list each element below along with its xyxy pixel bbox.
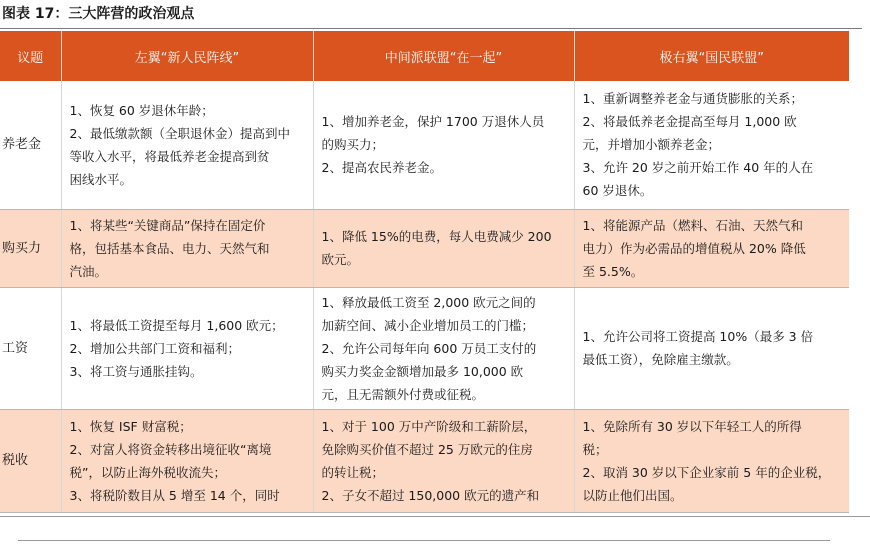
far-right-cell [574, 409, 849, 512]
far-right-cell [574, 209, 849, 287]
cell-line: 以防止他们出国。 [582, 487, 683, 503]
cell-line: 1、免除所有 30 岁以下年轻工人的所得 [582, 418, 802, 434]
far-right-cell [574, 81, 849, 209]
cell-line: 3、将税阶数目从 5 增至 14 个，同时 [69, 487, 280, 503]
cell-line: 1、将最低工资提至每月 1,600 欧元； [69, 317, 284, 333]
cell-line: 1、恢复 ISF 财富税； [69, 418, 192, 434]
cell-line: 的购买力； [321, 137, 385, 153]
table-row [0, 81, 849, 209]
cell-line: 2、最低缴款额（全职退休金）提高到中 [69, 125, 290, 141]
cell-line: 加薪空间、减小企业增加员工的门槛； [321, 317, 535, 333]
cell-line: 格，包括基本食品、电力、天然气和 [69, 240, 270, 256]
cell-line: 等收入水平，将最低养老金提高到贫 [69, 148, 270, 164]
cell-line: 2、提高农民养老金。 [321, 160, 442, 176]
row-topic: 养老金 [0, 81, 61, 209]
cell-line: 1、释放最低工资至 2,000 欧元之间的 [321, 294, 536, 310]
cell-line: 税”，以防止海外税收流失； [69, 464, 226, 480]
table-bottom-divider [0, 516, 870, 517]
cell-line: 1、对于 100 万中产阶级和工薪阶层， [321, 418, 537, 434]
left-wing-cell [61, 409, 313, 512]
cell-line: 欧元。 [321, 252, 360, 267]
cell-line: 税； [582, 441, 608, 457]
cell-line: 2、允许公司每年向 600 万员工支付的 [321, 340, 537, 356]
cell-line: 1、重新调整养老金与通货膨胀的关系； [582, 91, 803, 107]
cell-line: 60 岁退休。 [582, 183, 653, 199]
cell-line: 2、子女不超过 150,000 欧元的遗产和 [321, 487, 540, 503]
cell-line: 购买力奖金金额增加最多 10,000 欧 [321, 363, 524, 379]
cell-line: 最低工资），免除雇主缴款。 [582, 352, 739, 367]
table-row [0, 209, 849, 287]
centrist-cell [313, 287, 574, 409]
row-topic: 税收 [0, 409, 61, 512]
header-centrist: 中间派联盟“在一起” [313, 31, 574, 81]
policy-comparison-table [0, 31, 849, 513]
header-left-wing: 左翼“新人民阵线” [61, 31, 313, 81]
title-divider [0, 28, 862, 29]
cell-line: 2、对富人将资金转移出境征收“离境 [69, 441, 272, 457]
far-right-cell [574, 287, 849, 409]
left-wing-cell [61, 209, 313, 287]
cell-line: 1、恢复 60 岁退休年龄； [69, 102, 214, 118]
cell-line: 的转让税； [321, 464, 385, 480]
cell-line: 免除购买价值不超过 25 万欧元的住房 [321, 441, 533, 457]
cell-line: 汽油。 [69, 263, 108, 279]
cell-line: 困线水平。 [69, 171, 133, 187]
row-topic: 购买力 [0, 209, 61, 287]
cell-line: 电力）作为必需品的增值税从 20% 降低 [582, 240, 806, 256]
left-wing-cell [61, 81, 313, 209]
cell-line: 1、将某些“关键商品”保持在固定价 [69, 217, 266, 233]
table-header-row [0, 31, 849, 81]
cell-line: 至 5.5%。 [582, 263, 644, 279]
header-far-right: 极右翼“国民联盟” [574, 31, 849, 81]
cell-line: 元，并增加小额养老金； [582, 137, 721, 153]
table-row [0, 287, 849, 409]
page-footer-divider [18, 540, 830, 541]
cell-line: 3、允许 20 岁之前开始工作 40 年的人在 [582, 160, 814, 176]
cell-line: 2、取消 30 岁以下企业家前 5 年的企业税， [582, 464, 831, 480]
centrist-cell [313, 209, 574, 287]
centrist-cell [313, 81, 574, 209]
cell-line: 1、将能源产品（燃料、石油、天然气和 [582, 217, 803, 233]
figure-title: 图表 17：三大阵营的政治观点 [2, 6, 195, 22]
cell-line: 1、增加养老金，保护 1700 万退休人员 [321, 114, 545, 130]
header-topic: 议题 [0, 31, 61, 81]
centrist-cell [313, 409, 574, 512]
cell-line: 3、将工资与通胀挂钩。 [69, 363, 203, 379]
cell-line: 1、允许公司将工资提高 10%（最多 3 倍 [582, 329, 814, 344]
row-topic: 工资 [0, 287, 61, 409]
left-wing-cell [61, 287, 313, 409]
table-row [0, 409, 849, 512]
cell-line: 2、将最低养老金提高至每月 1,000 欧 [582, 114, 797, 130]
cell-line: 1、降低 15%的电费，每人电费减少 200 [321, 229, 552, 244]
cell-line: 元，且无需额外付费或征税。 [321, 386, 485, 402]
cell-line: 2、增加公共部门工资和福利； [69, 340, 240, 356]
